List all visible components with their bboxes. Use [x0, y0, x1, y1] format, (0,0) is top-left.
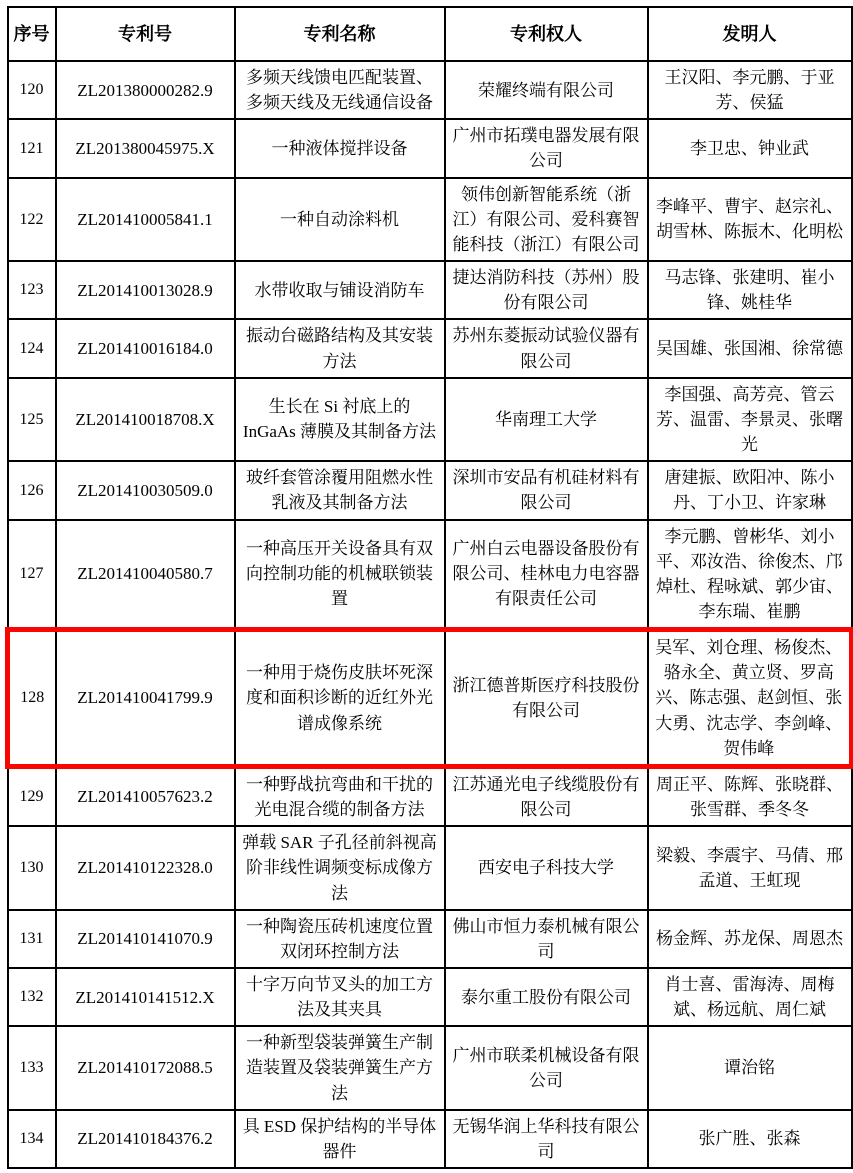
cell-no: 123 — [8, 261, 56, 319]
table-row-124 — [8, 319, 852, 377]
cell-patent_no: ZL201380045975.X — [56, 119, 235, 177]
cell-inventors: 李卫忠、钟业武 — [648, 119, 852, 177]
cell-no: 134 — [8, 1110, 56, 1168]
table-row-128-highlighted — [8, 630, 852, 767]
cell-patent_no: ZL201410040580.7 — [56, 520, 235, 630]
cell-patent_no: ZL201410172088.5 — [56, 1026, 235, 1109]
cell-title: 生长在 Si 衬底上的 InGaAs 薄膜及其制备方法 — [235, 378, 445, 461]
cell-patent_no: ZL201410018708.X — [56, 378, 235, 461]
column-header-title: 专利名称 — [235, 7, 445, 61]
cell-patentee: 领伟创新智能系统（浙江）有限公司、爱科赛智能科技（浙江）有限公司 — [445, 178, 648, 261]
cell-patent_no: ZL201410013028.9 — [56, 261, 235, 319]
table-row-127 — [8, 520, 852, 630]
cell-inventors: 王汉阳、李元鹏、于亚芳、侯猛 — [648, 61, 852, 119]
column-header-patentee: 专利权人 — [445, 7, 648, 61]
cell-inventors: 吴国雄、张国湘、徐常德 — [648, 319, 852, 377]
cell-title: 一种液体搅拌设备 — [235, 119, 445, 177]
cell-title: 玻纤套管涂覆用阻燃水性乳液及其制备方法 — [235, 461, 445, 519]
table-row-121 — [8, 119, 852, 177]
cell-patentee: 西安电子科技大学 — [445, 826, 648, 909]
cell-no: 122 — [8, 178, 56, 261]
cell-patent_no: ZL201410184376.2 — [56, 1110, 235, 1168]
table-row-129 — [8, 766, 852, 826]
cell-patentee: 深圳市安品有机硅材料有限公司 — [445, 461, 648, 519]
cell-inventors: 李元鹏、曾彬华、刘小平、邓汝浩、徐俊杰、邝焯杜、程咏斌、郭少宙、李东瑞、崔鹏 — [648, 520, 852, 630]
cell-inventors: 李峰平、曹宇、赵宗礼、胡雪林、陈振木、化明松 — [648, 178, 852, 261]
header-row — [8, 7, 852, 61]
cell-inventors: 吴军、刘仓理、杨俊杰、骆永全、黄立贤、罗高兴、陈志强、赵剑恒、张大勇、沈志学、李剑峰、贺伟峰 — [648, 630, 852, 767]
table-row-130 — [8, 826, 852, 909]
cell-patent_no: ZL201410030509.0 — [56, 461, 235, 519]
cell-title: 一种高压开关设备具有双向控制功能的机械联锁装置 — [235, 520, 445, 630]
cell-inventors: 李国强、高芳亮、管云芳、温雷、李景灵、张曙光 — [648, 378, 852, 461]
cell-inventors: 杨金辉、苏龙保、周恩杰 — [648, 910, 852, 968]
column-header-inventors: 发明人 — [648, 7, 852, 61]
cell-inventors: 梁毅、李震宇、马倩、邢孟道、王虹现 — [648, 826, 852, 909]
cell-no: 120 — [8, 61, 56, 119]
cell-title: 多频天线馈电匹配装置、多频天线及无线通信设备 — [235, 61, 445, 119]
cell-patentee: 江苏通光电子线缆股份有限公司 — [445, 766, 648, 826]
cell-inventors: 张广胜、张森 — [648, 1110, 852, 1168]
cell-inventors: 唐建振、欧阳冲、陈小丹、丁小卫、许家琳 — [648, 461, 852, 519]
cell-patentee: 华南理工大学 — [445, 378, 648, 461]
cell-title: 具 ESD 保护结构的半导体器件 — [235, 1110, 445, 1168]
cell-no: 126 — [8, 461, 56, 519]
cell-inventors: 肖士喜、雷海涛、周梅斌、杨远航、周仁斌 — [648, 968, 852, 1026]
cell-no: 121 — [8, 119, 56, 177]
cell-patentee: 捷达消防科技（苏州）股份有限公司 — [445, 261, 648, 319]
cell-no: 131 — [8, 910, 56, 968]
cell-title: 水带收取与铺设消防车 — [235, 261, 445, 319]
cell-patent_no: ZL201410016184.0 — [56, 319, 235, 377]
cell-patentee: 泰尔重工股份有限公司 — [445, 968, 648, 1026]
table-row-134 — [8, 1110, 852, 1168]
table-row-122 — [8, 178, 852, 261]
cell-patent_no: ZL201410005841.1 — [56, 178, 235, 261]
table-row-126 — [8, 461, 852, 519]
cell-title: 一种用于烧伤皮肤坏死深度和面积诊断的近红外光谱成像系统 — [235, 630, 445, 767]
cell-no: 133 — [8, 1026, 56, 1109]
table-row-132 — [8, 968, 852, 1026]
column-header-no: 序号 — [8, 7, 56, 61]
cell-no: 132 — [8, 968, 56, 1026]
cell-patentee: 佛山市恒力泰机械有限公司 — [445, 910, 648, 968]
cell-patentee: 广州市联柔机械设备有限公司 — [445, 1026, 648, 1109]
cell-title: 振动台磁路结构及其安装方法 — [235, 319, 445, 377]
cell-patentee: 苏州东菱振动试验仪器有限公司 — [445, 319, 648, 377]
cell-title: 一种野战抗弯曲和干扰的光电混合缆的制备方法 — [235, 766, 445, 826]
cell-patent_no: ZL201410141070.9 — [56, 910, 235, 968]
cell-patent_no: ZL201380000282.9 — [56, 61, 235, 119]
cell-patent_no: ZL201410141512.X — [56, 968, 235, 1026]
table-row-123 — [8, 261, 852, 319]
cell-title: 弹载 SAR 子孔径前斜视高阶非线性调频变标成像方法 — [235, 826, 445, 909]
cell-no: 129 — [8, 766, 56, 826]
cell-patentee: 荣耀终端有限公司 — [445, 61, 648, 119]
cell-patent_no: ZL201410122328.0 — [56, 826, 235, 909]
cell-title: 一种自动涂料机 — [235, 178, 445, 261]
cell-no: 125 — [8, 378, 56, 461]
cell-no: 128 — [8, 630, 56, 767]
patent-list-table — [5, 6, 853, 1169]
table-row-125 — [8, 378, 852, 461]
cell-no: 124 — [8, 319, 56, 377]
table-row-133 — [8, 1026, 852, 1109]
cell-title: 一种新型袋装弹簧生产制造装置及袋装弹簧生产方法 — [235, 1026, 445, 1109]
cell-no: 130 — [8, 826, 56, 909]
cell-inventors: 周正平、陈辉、张晓群、张雪群、季冬冬 — [648, 766, 852, 826]
cell-inventors: 谭治铭 — [648, 1026, 852, 1109]
cell-title: 一种陶瓷压砖机速度位置双闭环控制方法 — [235, 910, 445, 968]
column-header-patent_no: 专利号 — [56, 7, 235, 61]
cell-patentee: 广州白云电器设备股份有限公司、桂林电力电容器有限责任公司 — [445, 520, 648, 630]
cell-patentee: 浙江德普斯医疗科技股份有限公司 — [445, 630, 648, 767]
cell-patentee: 无锡华润上华科技有限公司 — [445, 1110, 648, 1168]
cell-patent_no: ZL201410057623.2 — [56, 766, 235, 826]
table-header — [8, 7, 852, 61]
cell-title: 十字万向节叉头的加工方法及其夹具 — [235, 968, 445, 1026]
table-row-120 — [8, 61, 852, 119]
cell-no: 127 — [8, 520, 56, 630]
cell-inventors: 马志锋、张建明、崔小锋、姚桂华 — [648, 261, 852, 319]
table-body — [8, 61, 852, 1168]
cell-patentee: 广州市拓璞电器发展有限公司 — [445, 119, 648, 177]
table-row-131 — [8, 910, 852, 968]
cell-patent_no: ZL201410041799.9 — [56, 630, 235, 767]
